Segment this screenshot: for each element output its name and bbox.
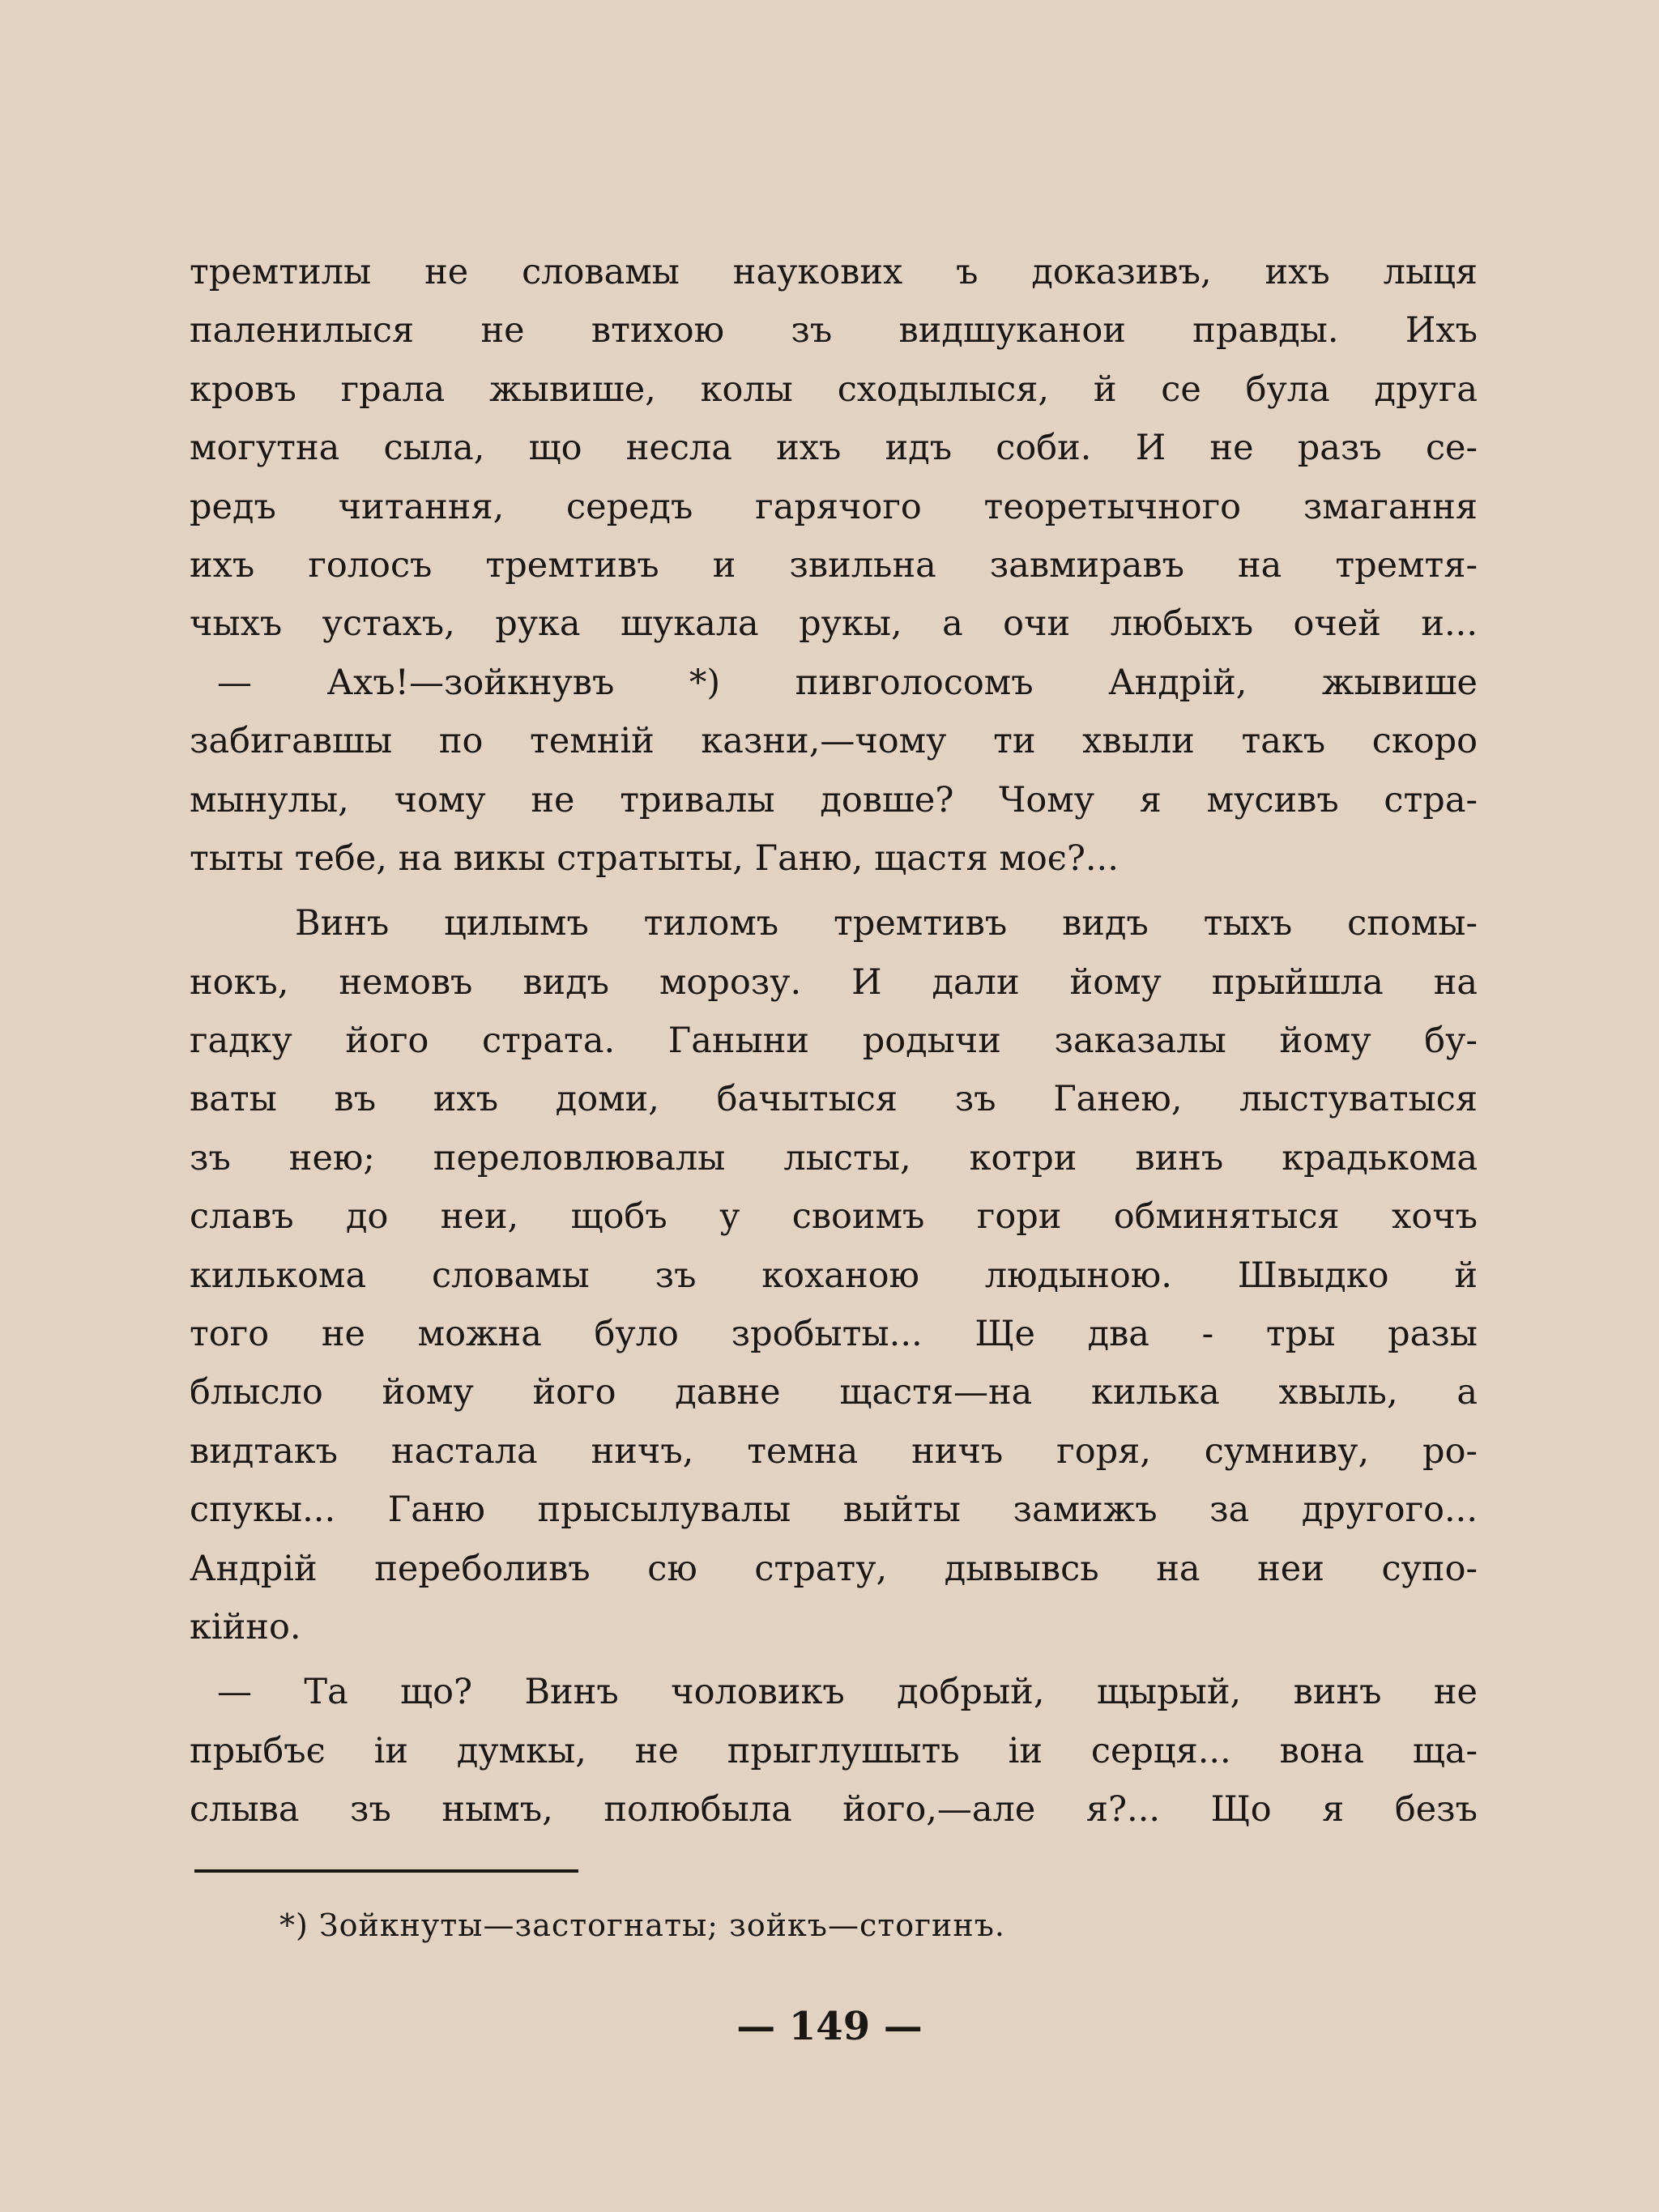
text-line: кійно.	[190, 1606, 301, 1647]
paragraph-gap	[190, 888, 1478, 894]
text-line: забигавшы по темній казни,—чому ти хвыли такъ скоро	[190, 721, 1478, 762]
text-line: — Та що? Винъ чоловикъ добрый, щырый, винъ не	[217, 1672, 1478, 1713]
text-line: — Ахъ!—зойкнувъ *) пивголосомъ Андрій, жывише	[217, 662, 1478, 703]
text-line: чыхъ устахъ, рука шукала рукы, а очи любыхъ очей и...	[190, 603, 1478, 645]
text-line: гадку його страта. Ганыни родычи заказалы йому бу-	[190, 1021, 1478, 1062]
text-line: спукы... Ганю прысылувалы выйты замижъ за другого...	[190, 1490, 1478, 1531]
text-line: Андрій переболивъ сю страту, дывывсь на неи супо-	[190, 1548, 1478, 1589]
text-line: могутна сыла, що несла ихъ идъ соби. И не разъ се-	[190, 428, 1478, 469]
footnote-divider	[194, 1869, 578, 1873]
text-line: Винъ цилымъ тиломъ тремтивъ видъ тыхъ спомы-	[295, 903, 1478, 944]
text-line: блысло йому його давне щастя—на килька хвыль, а	[190, 1372, 1478, 1413]
footnote: *) Зойкнуты—застогнаты; зойкъ—стогинъ.	[279, 1907, 1005, 1943]
text-line: прыбъє іи думкы, не прыглушыть іи серця... вона ща-	[190, 1730, 1478, 1771]
text-line: редъ читання, середъ гарячого теоретычного змагання	[190, 486, 1478, 527]
text-line: тремтилы не словамы наукових ъ доказивъ, ихъ лыця	[190, 252, 1478, 292]
text-line: тыты тебе, на викы стратыты, Ганю, щастя моє?...	[190, 837, 1119, 879]
text-line: ихъ голосъ тремтивъ и звильна завмиравъ на тремтя-	[190, 544, 1478, 586]
text-line: слыва зъ нымъ, полюбыла його,—але я?... Що я безъ	[190, 1789, 1478, 1831]
text-line: нокъ, немовъ видъ морозу. И дали йому прыйшла на	[190, 961, 1478, 1003]
body-text	[190, 243, 1478, 1839]
text-line: того не можна було зробыты... Ще два - тры разы	[190, 1314, 1478, 1355]
paragraph-gap	[190, 1656, 1478, 1663]
page-number: — 149 —	[736, 2004, 923, 2049]
text-line: мынулы, чому не тривалы довше? Чому я мусивъ стра-	[190, 779, 1478, 820]
text-line: видтакъ настала ничъ, темна ничъ горя, сумниву, ро-	[190, 1430, 1478, 1472]
text-line: паленилыся не втихою зъ видшуканои правды. Ихъ	[190, 310, 1478, 352]
text-line: килькома словамы зъ коханою людыною. Швыдко й	[190, 1255, 1478, 1296]
text-line: славъ до неи, щобъ у своимъ гори обминятыся хочъ	[190, 1196, 1478, 1238]
text-line: ваты въ ихъ доми, бачытыся зъ Ганею, лыстуватыся	[190, 1079, 1478, 1120]
text-line: зъ нею; переловлювалы лысты, котри винъ крадькома	[190, 1137, 1478, 1178]
text-line: кровъ грала жывише, колы сходылыся, й се була друга	[190, 369, 1478, 410]
